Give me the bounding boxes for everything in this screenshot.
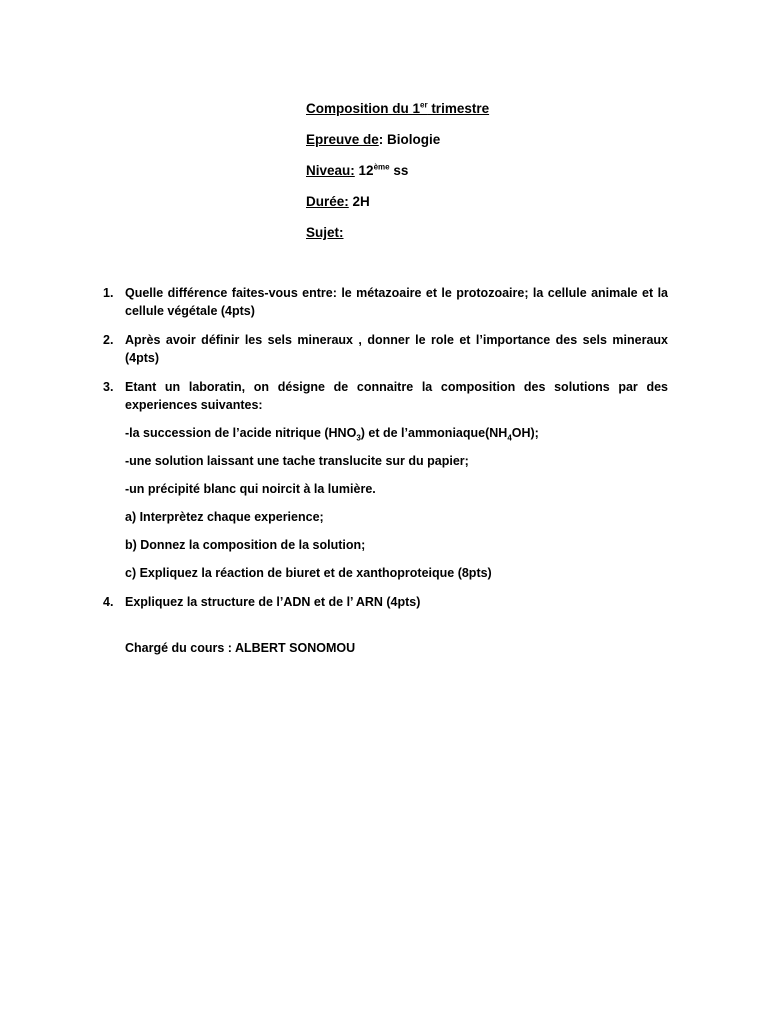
question-list	[103, 284, 668, 622]
experience-text: OH);	[511, 426, 539, 440]
question-text: Etant un laboratin, on désigne de connaitre la composition des solutions par des experiences suivantes:	[125, 380, 668, 412]
composition-title	[306, 100, 489, 131]
question-text: Expliquez la structure de l’ADN et de l’ ARN (4pts)	[125, 595, 421, 609]
question-item	[103, 284, 668, 320]
composition-prefix: Composition du 1	[306, 101, 420, 116]
subscript: 4	[507, 433, 512, 443]
experience-text: -la succession de l’acide nitrique (HNO	[125, 426, 357, 440]
experience-item: -une solution laissant une tache translucite sur du papier;	[125, 454, 469, 468]
epreuve-label: Epreuve de	[306, 132, 379, 147]
question-item	[103, 378, 668, 582]
question-body	[125, 378, 668, 582]
niveau-superscript: ème	[373, 162, 390, 172]
sub-question: b) Donnez la composition de la solution;	[125, 538, 366, 552]
duree-line	[306, 193, 489, 224]
sub-question: a) Interprètez chaque experience;	[125, 510, 324, 524]
experience-item: -un précipité blanc qui noircit à la lumière.	[125, 482, 376, 496]
composition-superscript: er	[420, 100, 428, 110]
sujet-line	[306, 224, 489, 255]
question-number: 1.	[103, 286, 114, 300]
niveau-line	[306, 162, 489, 193]
subscript: 3	[356, 433, 361, 443]
composition-title-text	[306, 101, 489, 116]
teacher-signature: Chargé du cours : ALBERT SONOMOU	[125, 641, 356, 655]
experience-text: ) et de l’ammoniaque(NH	[360, 426, 508, 440]
question-number: 2.	[103, 333, 114, 347]
question-number: 4.	[103, 595, 114, 609]
experience-item	[125, 424, 668, 442]
niveau-label: Niveau:	[306, 163, 355, 178]
composition-suffix: trimestre	[427, 101, 490, 116]
niveau-value-prefix: 12	[354, 163, 374, 178]
sujet-label: Sujet:	[306, 225, 344, 240]
question-text: Après avoir définir les sels mineraux , donner le role et l’importance des sels mineraux (4pts)	[125, 333, 668, 365]
question-text: Quelle différence faites-vous entre: le métazoaire et le protozoaire; la cellule animale et la cellule végétale (4pts)	[125, 286, 668, 318]
exam-header	[306, 100, 489, 255]
epreuve-value: : Biologie	[378, 132, 441, 147]
question-number: 3.	[103, 380, 114, 394]
question-item	[103, 593, 668, 611]
epreuve-line	[306, 131, 489, 162]
sub-question: c) Expliquez la réaction de biuret et de xanthoproteique (8pts)	[125, 566, 492, 580]
niveau-value-suffix: ss	[389, 163, 409, 178]
duree-label: Durée:	[306, 194, 349, 209]
duree-value: 2H	[348, 194, 370, 209]
question-item	[103, 331, 668, 367]
